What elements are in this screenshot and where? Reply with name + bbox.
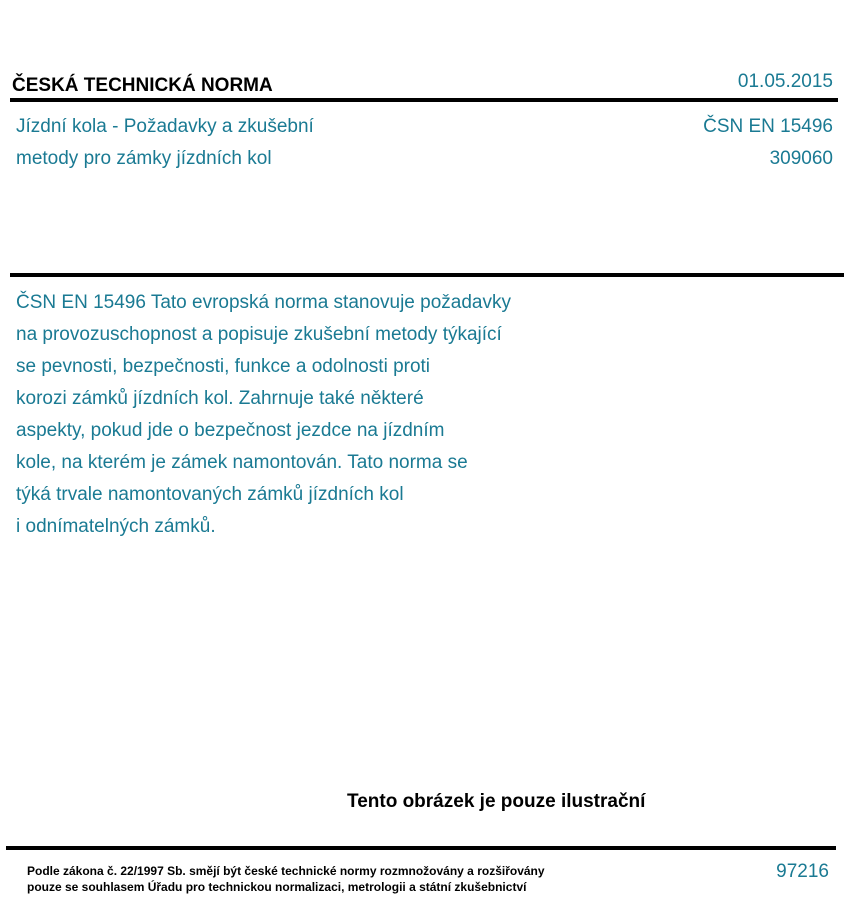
abstract-line: aspekty, pokud jde o bezpečnost jezdce na jízdním	[16, 420, 445, 441]
document-title-line-2: metody pro zámky jízdních kol	[16, 148, 272, 169]
illustration-note: Tento obrázek je pouze ilustrační	[347, 791, 646, 812]
legal-notice	[27, 863, 545, 895]
classification-number: 309060	[769, 148, 833, 169]
title-divider	[10, 273, 844, 277]
abstract	[16, 287, 616, 543]
abstract-line: na provozuschopnost a popisuje zkušební metody týkající	[16, 324, 502, 345]
norm-heading: ČESKÁ TECHNICKÁ NORMA	[12, 75, 273, 96]
publication-date: 01.05.2015	[737, 71, 833, 92]
abstract-line: korozi zámků jízdních kol. Zahrnuje také některé	[16, 388, 424, 409]
header-divider	[10, 98, 838, 102]
legal-notice-line: pouze se souhlasem Úřadu pro technickou normalizaci, metrologii a státní zkušebnictví	[27, 880, 527, 894]
abstract-line: ČSN EN 15496 Tato evropská norma stanovuje požadavky	[16, 292, 511, 313]
standard-code: ČSN EN 15496	[703, 116, 833, 137]
abstract-line: se pevnosti, bezpečnosti, funkce a odolnosti proti	[16, 356, 431, 377]
abstract-line: kole, na kterém je zámek namontován. Tato norma se	[16, 452, 468, 473]
legal-notice-line: Podle zákona č. 22/1997 Sb. smějí být české technické normy rozmnožovány a rozšiřovány	[27, 864, 545, 878]
abstract-line: týká trvale namontovaných zámků jízdních kol	[16, 484, 404, 505]
document-number: 97216	[776, 861, 829, 882]
document-title-line-1: Jízdní kola - Požadavky a zkušební	[16, 116, 314, 137]
footer-divider	[6, 846, 836, 850]
abstract-line: i odnímatelných zámků.	[16, 516, 216, 537]
